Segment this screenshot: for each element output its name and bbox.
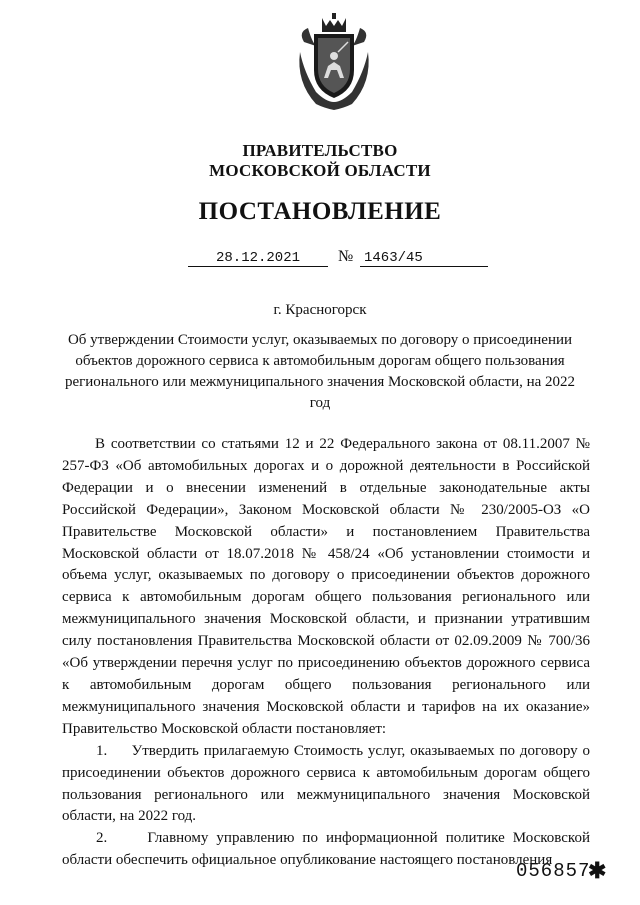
body-paragraph-item-1: 1. Утвердить прилагаемую Стоимость услуг, оказываемых по договору о присоединении объектов дорожного сервиса к автомобильным дорогам общего пользования регионального или межмуниципального значения Московской области, на 2022 год.: [62, 742, 590, 825]
city: г. Красногорск: [273, 302, 367, 318]
document-subject: Об утверждении Стоимости услуг, оказываемых по договору о присоединении объектов дорожного сервиса к автомобильным дорогам общего пользования регионального или межмуниципального значения Московской области, на 2022 год: [64, 332, 576, 411]
document-type-title: ПОСТАНОВЛЕНИЕ: [198, 198, 442, 225]
government-name-line1: ПРАВИТЕЛЬСТВО: [242, 141, 398, 160]
asterisk-mark: ✱: [588, 858, 607, 883]
body-paragraph-preamble: В соответствии со статьями 12 и 22 Федерального закона от 08.11.2007 № 257-ФЗ «Об автомобильных дорогах и о дорожной деятельности в Российской Федерации и о внесении изменений в отдельные законодательные акты Российской Федерации», Законом Московской области № 230/2005-ОЗ «О Правительстве Московской области» и постановлением Правительства Московской области от 18.07.2018 № 458/24 «Об установлении стоимости и объема услуг, оказываемых по договору о присоединении объектов дорожного сервиса к автомобильным дорогам общего пользования регионального или межмуниципального значения Московской области, и признании утратившим силу постановления Правительства Московской области от 02.09.2009 № 700/36 «Об утверждении перечня услуг по присоединению объектов дорожного сервиса к автомобильным дорогам общего пользования регионального или межмуниципального значения Московской области и тарифов на их оказание» Правительство Московской области постановляет:: [62, 436, 590, 737]
coat-of-arms-icon: [294, 12, 374, 112]
document-date: 28.12.2021: [215, 250, 300, 266]
body-paragraph-item-2: 2. Главному управлению по информационной политике Московской области обеспечить официальное опубликование настоящего постановления: [62, 830, 590, 869]
date-underline: [188, 266, 328, 267]
document-number: 1463/45: [364, 250, 423, 266]
number-sign: №: [338, 248, 354, 265]
document-body: [62, 434, 590, 872]
date-number-line: [188, 246, 488, 270]
government-name-line2: МОСКОВСКОЙ ОБЛАСТИ: [209, 161, 431, 180]
number-underline: [360, 266, 488, 267]
serial-number: 056857: [516, 860, 591, 882]
